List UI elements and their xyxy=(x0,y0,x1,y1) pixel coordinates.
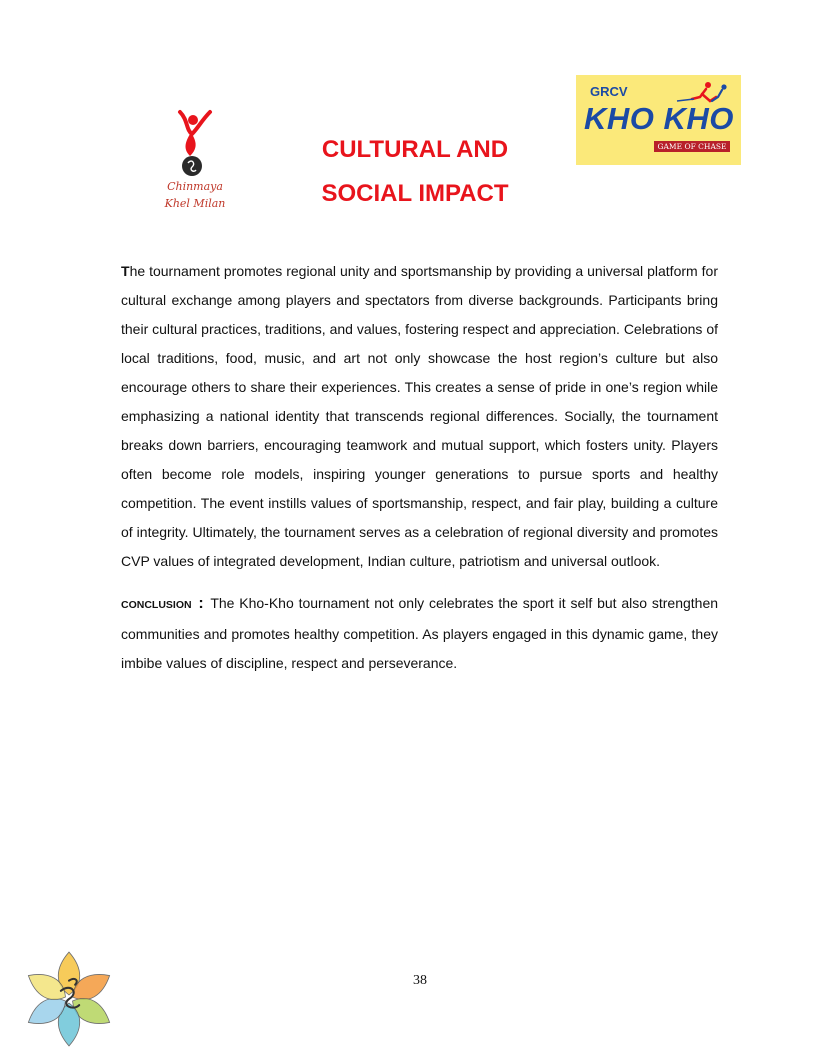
logo-caption-line2: Khel Milan xyxy=(164,197,226,210)
conclusion-text: The Kho-Kho tournament not only celebrates the sport it self but also strengthen communities and promotes healthy competition. As players engaged in this dynamic game, they imbibe values of discipline, respect and perseverance. xyxy=(121,595,719,671)
paragraph-conclusion xyxy=(121,589,718,678)
paragraph-cultural-impact xyxy=(121,257,718,576)
conclusion-label: CONCLUSION xyxy=(121,599,192,611)
article-body xyxy=(121,257,718,678)
chinmaya-khel-milan-logo xyxy=(140,100,250,215)
kho-kho-logo xyxy=(576,75,741,165)
page-number: 38 xyxy=(413,973,427,988)
logo-caption-line1: Chinmaya xyxy=(167,180,223,193)
dancing-figure-icon xyxy=(140,100,250,180)
drop-letter: T xyxy=(121,263,130,279)
kho-kho-logo-tagline: GAME OF CHASE xyxy=(654,141,730,152)
lotus-om-emblem-icon xyxy=(18,948,120,1050)
conclusion-colon: : xyxy=(198,595,204,612)
page-title-line1: CULTURAL AND xyxy=(321,136,509,163)
kho-kho-logo-title: KHO KHO xyxy=(584,101,734,136)
kho-kho-logo-org: GRCV xyxy=(590,84,628,99)
page-title-line2: SOCIAL IMPACT xyxy=(321,180,509,207)
paragraph-text: he tournament promotes regional unity and sportsmanship by providing a universal platform for cultural exchange among players and spectators from diverse backgrounds. Participants bring their cultural practices, traditions, and values, fostering respect and appreciation. Celebrations of local traditions, food, music, and art not only showcase the host region’s culture but also encourage others to share their experiences. This creates a sense of pride in one’s region while emphasizing a national identity that transcends regional differences. Socially, the tournament breaks down barriers, encouraging teamwork and mutual support, which fosters unity. Players often become role models, inspiring younger generations to pursue sports and healthy competition. The event instills values of sportsmanship, respect, and fair play, building a culture of integrity. Ultimately, the tournament serves as a celebration of regional diversity and promotes CVP values of integrated development, Indian culture, patriotism and universal outlook. xyxy=(121,263,718,569)
